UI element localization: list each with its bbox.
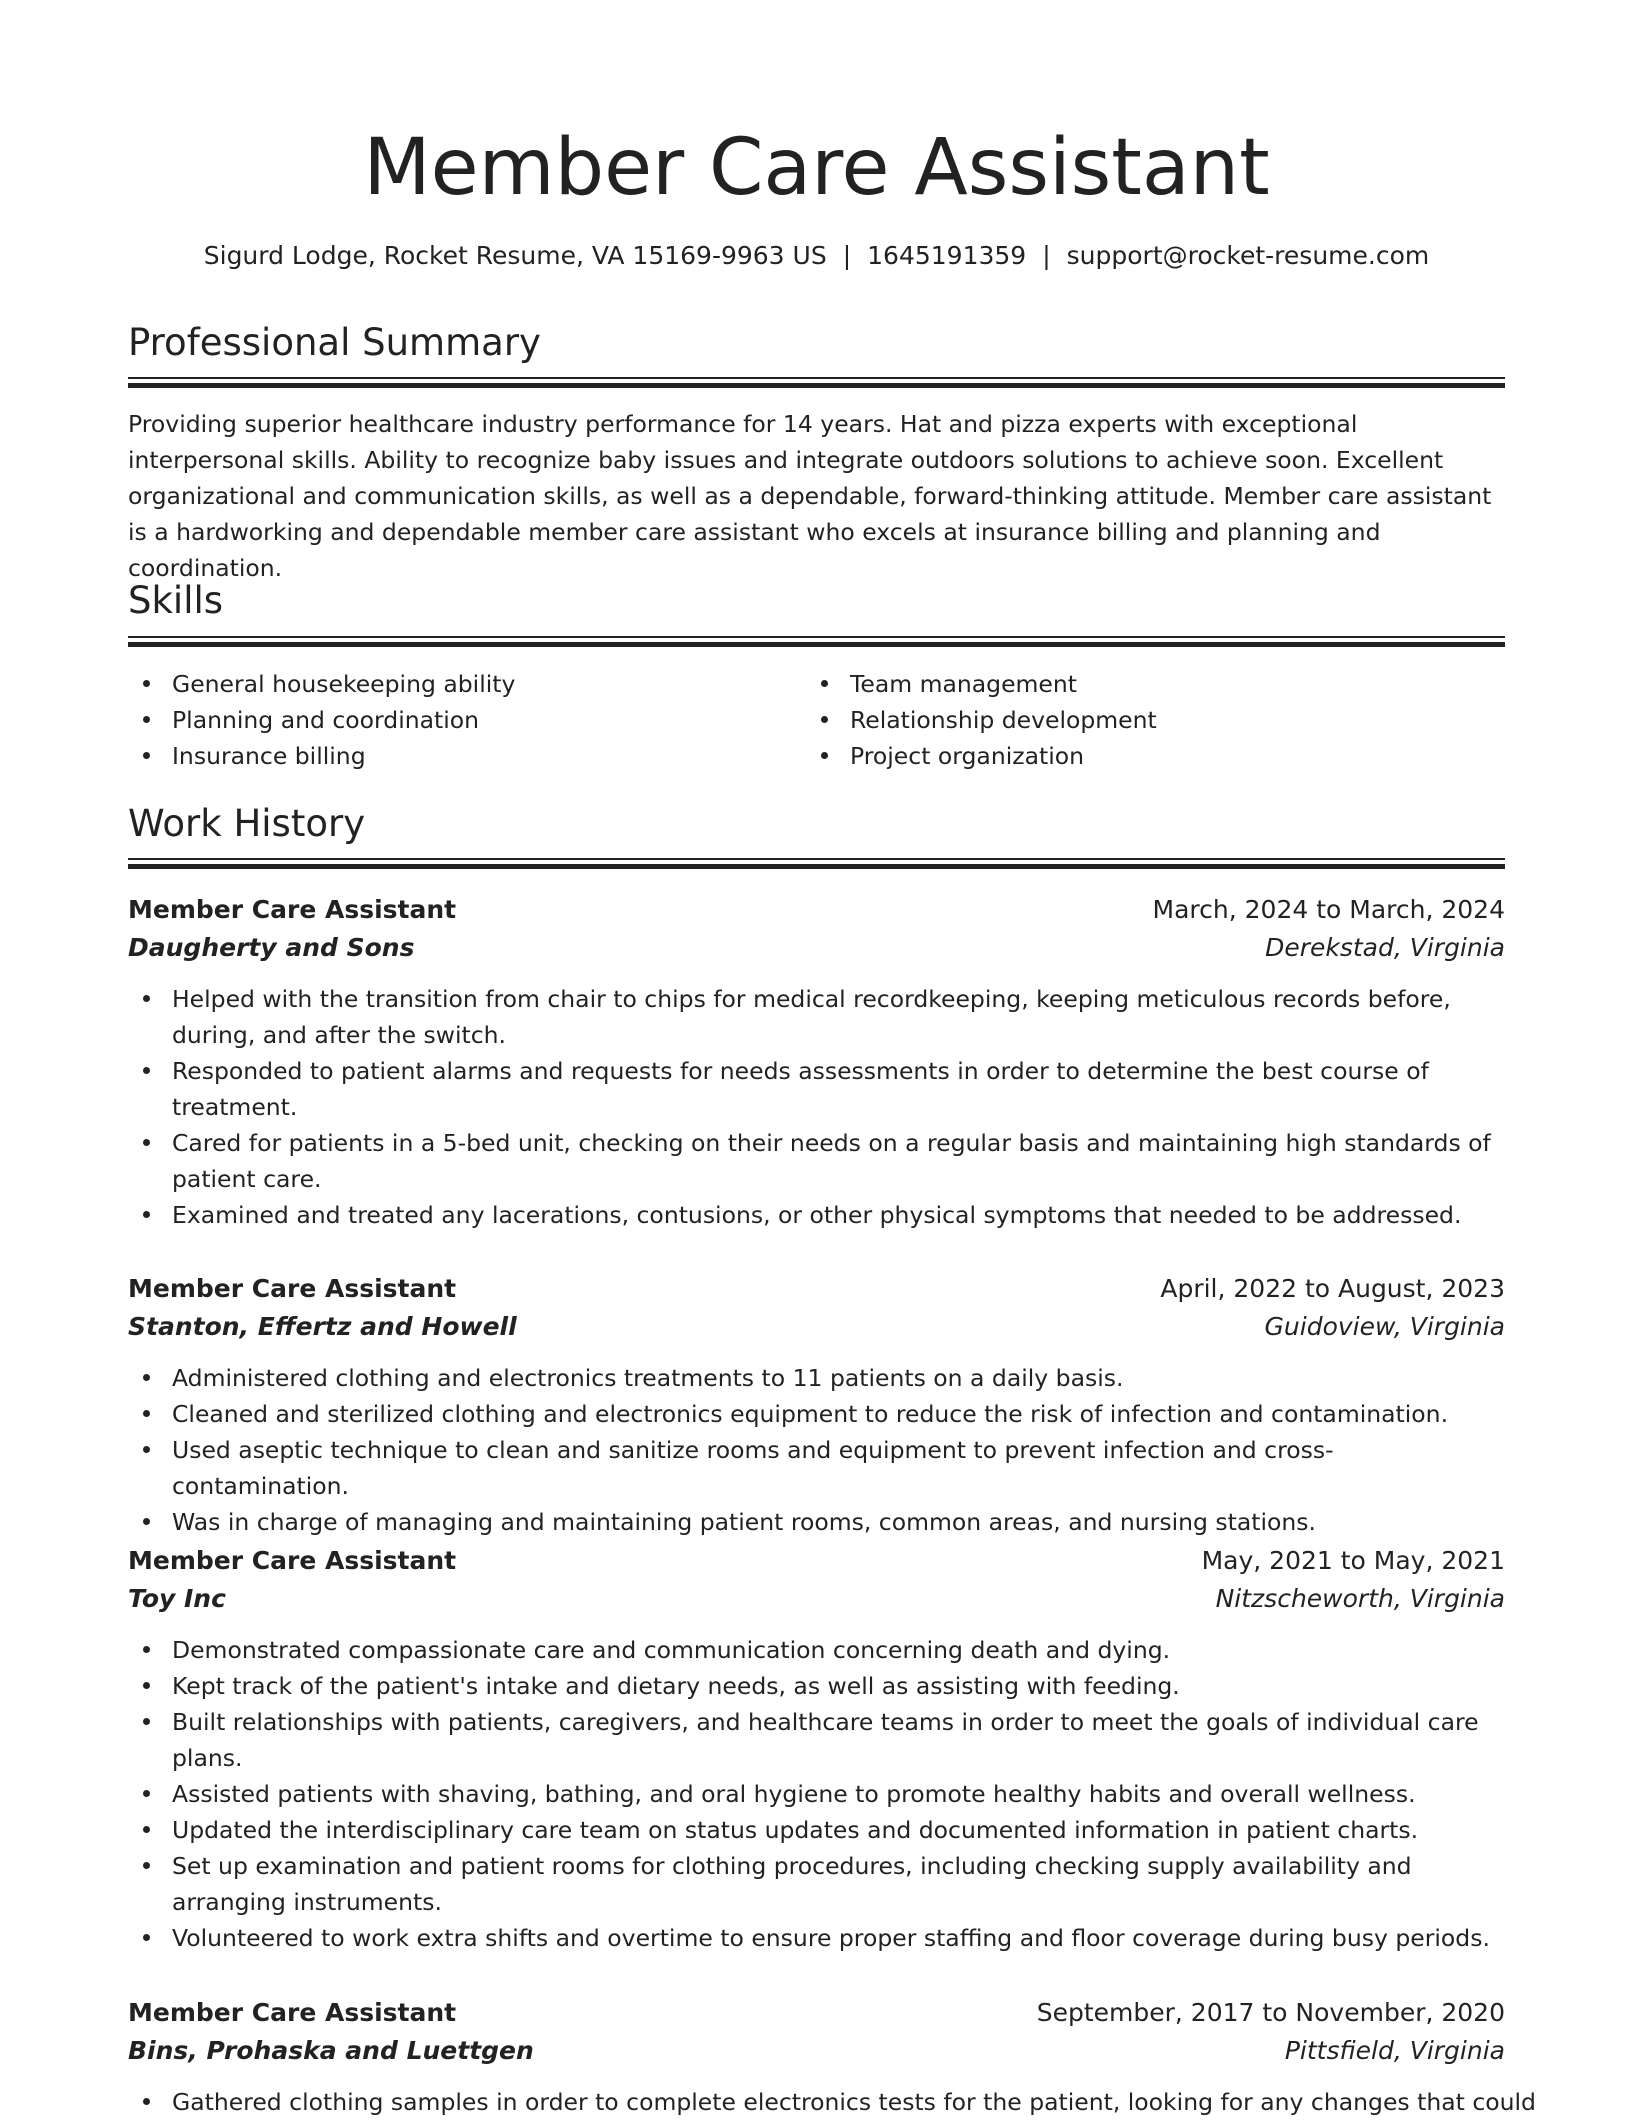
job-location: Guidoview, Virginia (1264, 1312, 1505, 1341)
contact-separator: | (1042, 241, 1051, 270)
section-divider (128, 636, 1505, 647)
job-bullet: Cleaned and sterilized clothing and electronics equipment to reduce the risk of infection and contamination. (128, 1396, 1505, 1432)
resume-name-heading: Member Care Assistant (363, 123, 1270, 213)
job-company-row (128, 2032, 1505, 2070)
job-bullet: Gathered clothing samples in order to complete electronics tests for the patient, looking for any changes that could (128, 2084, 1505, 2120)
summary-section-title: Professional Summary (128, 321, 541, 364)
job-company-row (128, 1580, 1505, 1618)
job-bullets (128, 2084, 1536, 2120)
job-title: Member Care Assistant (128, 1998, 457, 2027)
job-bullet: Helped with the transition from chair to chips for medical recordkeeping, keeping meticulous records before, during, and after the switch. (128, 981, 1505, 1053)
job-header-row (128, 891, 1505, 929)
job-location: Nitzscheworth, Virginia (1215, 1584, 1505, 1613)
contact-line (128, 238, 1505, 274)
job-bullet: Volunteered to work extra shifts and overtime to ensure proper staffing and floor coverage during busy periods. (128, 1920, 1505, 1956)
job-bullet: Demonstrated compassionate care and communication concerning death and dying. (128, 1632, 1505, 1668)
job-entry (128, 1270, 1505, 1540)
job-bullets (128, 1360, 1505, 1540)
skill-item: Insurance billing (128, 738, 788, 774)
summary-text: Providing superior healthcare industry performance for 14 years. Hat and pizza experts with exceptional interpersonal skills. Ability to recognize baby issues and integrate outdoors solutions to achieve soon. Excellent organizational and communication skills, as well as a dependable, forward-thinking attitude. Member care assistant is a hardworking and dependable member care assistant who excels at insurance billing and planning and coordination. (128, 410, 1492, 582)
job-entry (128, 1542, 1505, 1956)
job-dates: April, 2022 to August, 2023 (1160, 1274, 1505, 1303)
work-section-title: Work History (128, 802, 366, 845)
job-bullet: Built relationships with patients, caregivers, and healthcare teams in order to meet the goals of individual care plans. (128, 1704, 1505, 1776)
job-bullet: Administered clothing and electronics treatments to 11 patients on a daily basis. (128, 1360, 1505, 1396)
job-bullet: Cared for patients in a 5-bed unit, checking on their needs on a regular basis and maintaining high standards of patient care. (128, 1125, 1505, 1197)
job-entry (128, 1994, 1536, 2120)
job-company: Bins, Prohaska and Luettgen (128, 2036, 534, 2065)
section-divider (128, 858, 1505, 869)
job-bullets (128, 1632, 1505, 1956)
contact-address: Sigurd Lodge, Rocket Resume, VA 15169-9963 US (203, 241, 827, 270)
skill-item: Team management (806, 666, 1466, 702)
skills-list-right (806, 666, 1466, 774)
skills-section-title: Skills (128, 579, 224, 622)
job-title: Member Care Assistant (128, 895, 457, 924)
skills-list-left (128, 666, 788, 774)
job-company: Daugherty and Sons (128, 933, 415, 962)
contact-separator: | (842, 241, 852, 270)
job-header-row (128, 1994, 1505, 2032)
job-bullet: Set up examination and patient rooms for clothing procedures, including checking supply availability and arranging instruments. (128, 1848, 1505, 1920)
job-dates: May, 2021 to May, 2021 (1201, 1546, 1505, 1575)
job-location: Pittsfield, Virginia (1284, 2036, 1505, 2065)
skill-item: Relationship development (806, 702, 1466, 738)
job-company-row (128, 1308, 1505, 1346)
job-title: Member Care Assistant (128, 1546, 457, 1575)
job-bullet: Kept track of the patient's intake and dietary needs, as well as assisting with feeding. (128, 1668, 1505, 1704)
job-bullets (128, 981, 1505, 1233)
job-bullet: Used aseptic technique to clean and sanitize rooms and equipment to prevent infection and cross-contamination. (128, 1432, 1505, 1504)
job-company: Stanton, Effertz and Howell (128, 1312, 517, 1341)
job-bullet: Examined and treated any lacerations, contusions, or other physical symptoms that needed to be addressed. (128, 1197, 1505, 1233)
section-divider (128, 377, 1505, 388)
job-bullet: Responded to patient alarms and requests for needs assessments in order to determine the best course of treatment. (128, 1053, 1505, 1125)
skill-item: Project organization (806, 738, 1466, 774)
job-header-row (128, 1542, 1505, 1580)
contact-phone: 1645191359 (867, 241, 1027, 270)
skill-item: General housekeeping ability (128, 666, 788, 702)
job-company: Toy Inc (128, 1584, 226, 1613)
job-bullet: Assisted patients with shaving, bathing, and oral hygiene to promote healthy habits and overall wellness. (128, 1776, 1505, 1812)
job-title: Member Care Assistant (128, 1274, 457, 1303)
job-dates: March, 2024 to March, 2024 (1152, 895, 1505, 924)
job-dates: September, 2017 to November, 2020 (1036, 1998, 1505, 2027)
skill-item: Planning and coordination (128, 702, 788, 738)
job-header-row (128, 1270, 1505, 1308)
job-location: Derekstad, Virginia (1265, 933, 1505, 962)
job-entry (128, 891, 1505, 1233)
job-company-row (128, 929, 1505, 967)
contact-email: support@rocket-resume.com (1066, 241, 1430, 270)
job-bullet: Updated the interdisciplinary care team on status updates and documented information in patient charts. (128, 1812, 1505, 1848)
job-bullet: Was in charge of managing and maintaining patient rooms, common areas, and nursing stations. (128, 1504, 1505, 1540)
